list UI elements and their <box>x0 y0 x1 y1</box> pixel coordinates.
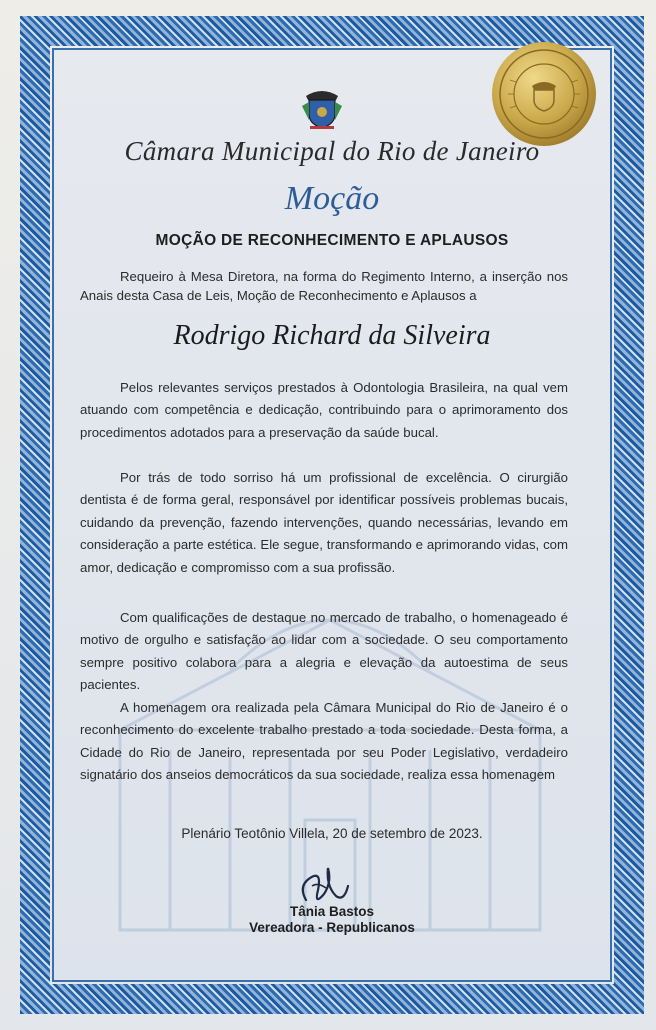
gold-seal-icon <box>490 40 598 148</box>
signer-name: Tânia Bastos <box>289 904 375 919</box>
signer-role: Vereadora - Republicanos <box>249 920 415 935</box>
paragraph-4: A homenagem ora realizada pela Câmara Municipal do Rio de Janeiro é o reconhecimento do excelente trabalho prestado a toda sociedade. Desta forma, a Cidade do Rio de Janeiro, representada por seu Poder Legislativo, verdadeiro signatário dos anseios democráticos da sua sociedade, realiza essa homenagem <box>80 700 568 783</box>
paragraph-2: Por trás de todo sorriso há um profissional de excelência. O cirurgião dentista é de forma geral, responsável por identificar possíveis problemas bucais, cuidando da prevenção, fazendo intervenções, quando necessárias, levando em consideração a parte estética. Ele segue, transformando e aprimorando vidas, com amor, dedicação e compromisso com a sua profissão. <box>80 470 568 575</box>
place-and-date: Plenário Teotônio Villela, 20 de setembro de 2023. <box>181 826 483 841</box>
chamber-name: Câmara Municipal do Rio de Janeiro <box>124 136 540 166</box>
document-heading: MOÇÃO DE RECONHECIMENTO E APLAUSOS <box>155 232 509 249</box>
paragraph-3: Com qualificações de destaque no mercado de trabalho, o homenageado é motivo de orgulho e satisfação ao lidar com a sociedade. O seu comportamento sempre positivo colabora para a alegria e elevação da autoestima de seus pacientes. <box>80 610 568 693</box>
coat-of-arms-icon <box>300 84 344 130</box>
document-type-title: Moção <box>284 180 380 217</box>
paragraph-1: Pelos relevantes serviços prestados à Odontologia Brasileira, na qual vem atuando com competência e dedicação, contribuindo para o aprimoramento dos procedimentos adotados para a preservação da saúde bucal. <box>80 380 568 440</box>
intro-paragraph: Requeiro à Mesa Diretora, na forma do Regimento Interno, a inserção nos Anais desta Casa de Leis, Moção de Reconhecimento e Aplausos a <box>80 269 568 303</box>
honoree-name: Rodrigo Richard da Silveira <box>173 320 491 351</box>
